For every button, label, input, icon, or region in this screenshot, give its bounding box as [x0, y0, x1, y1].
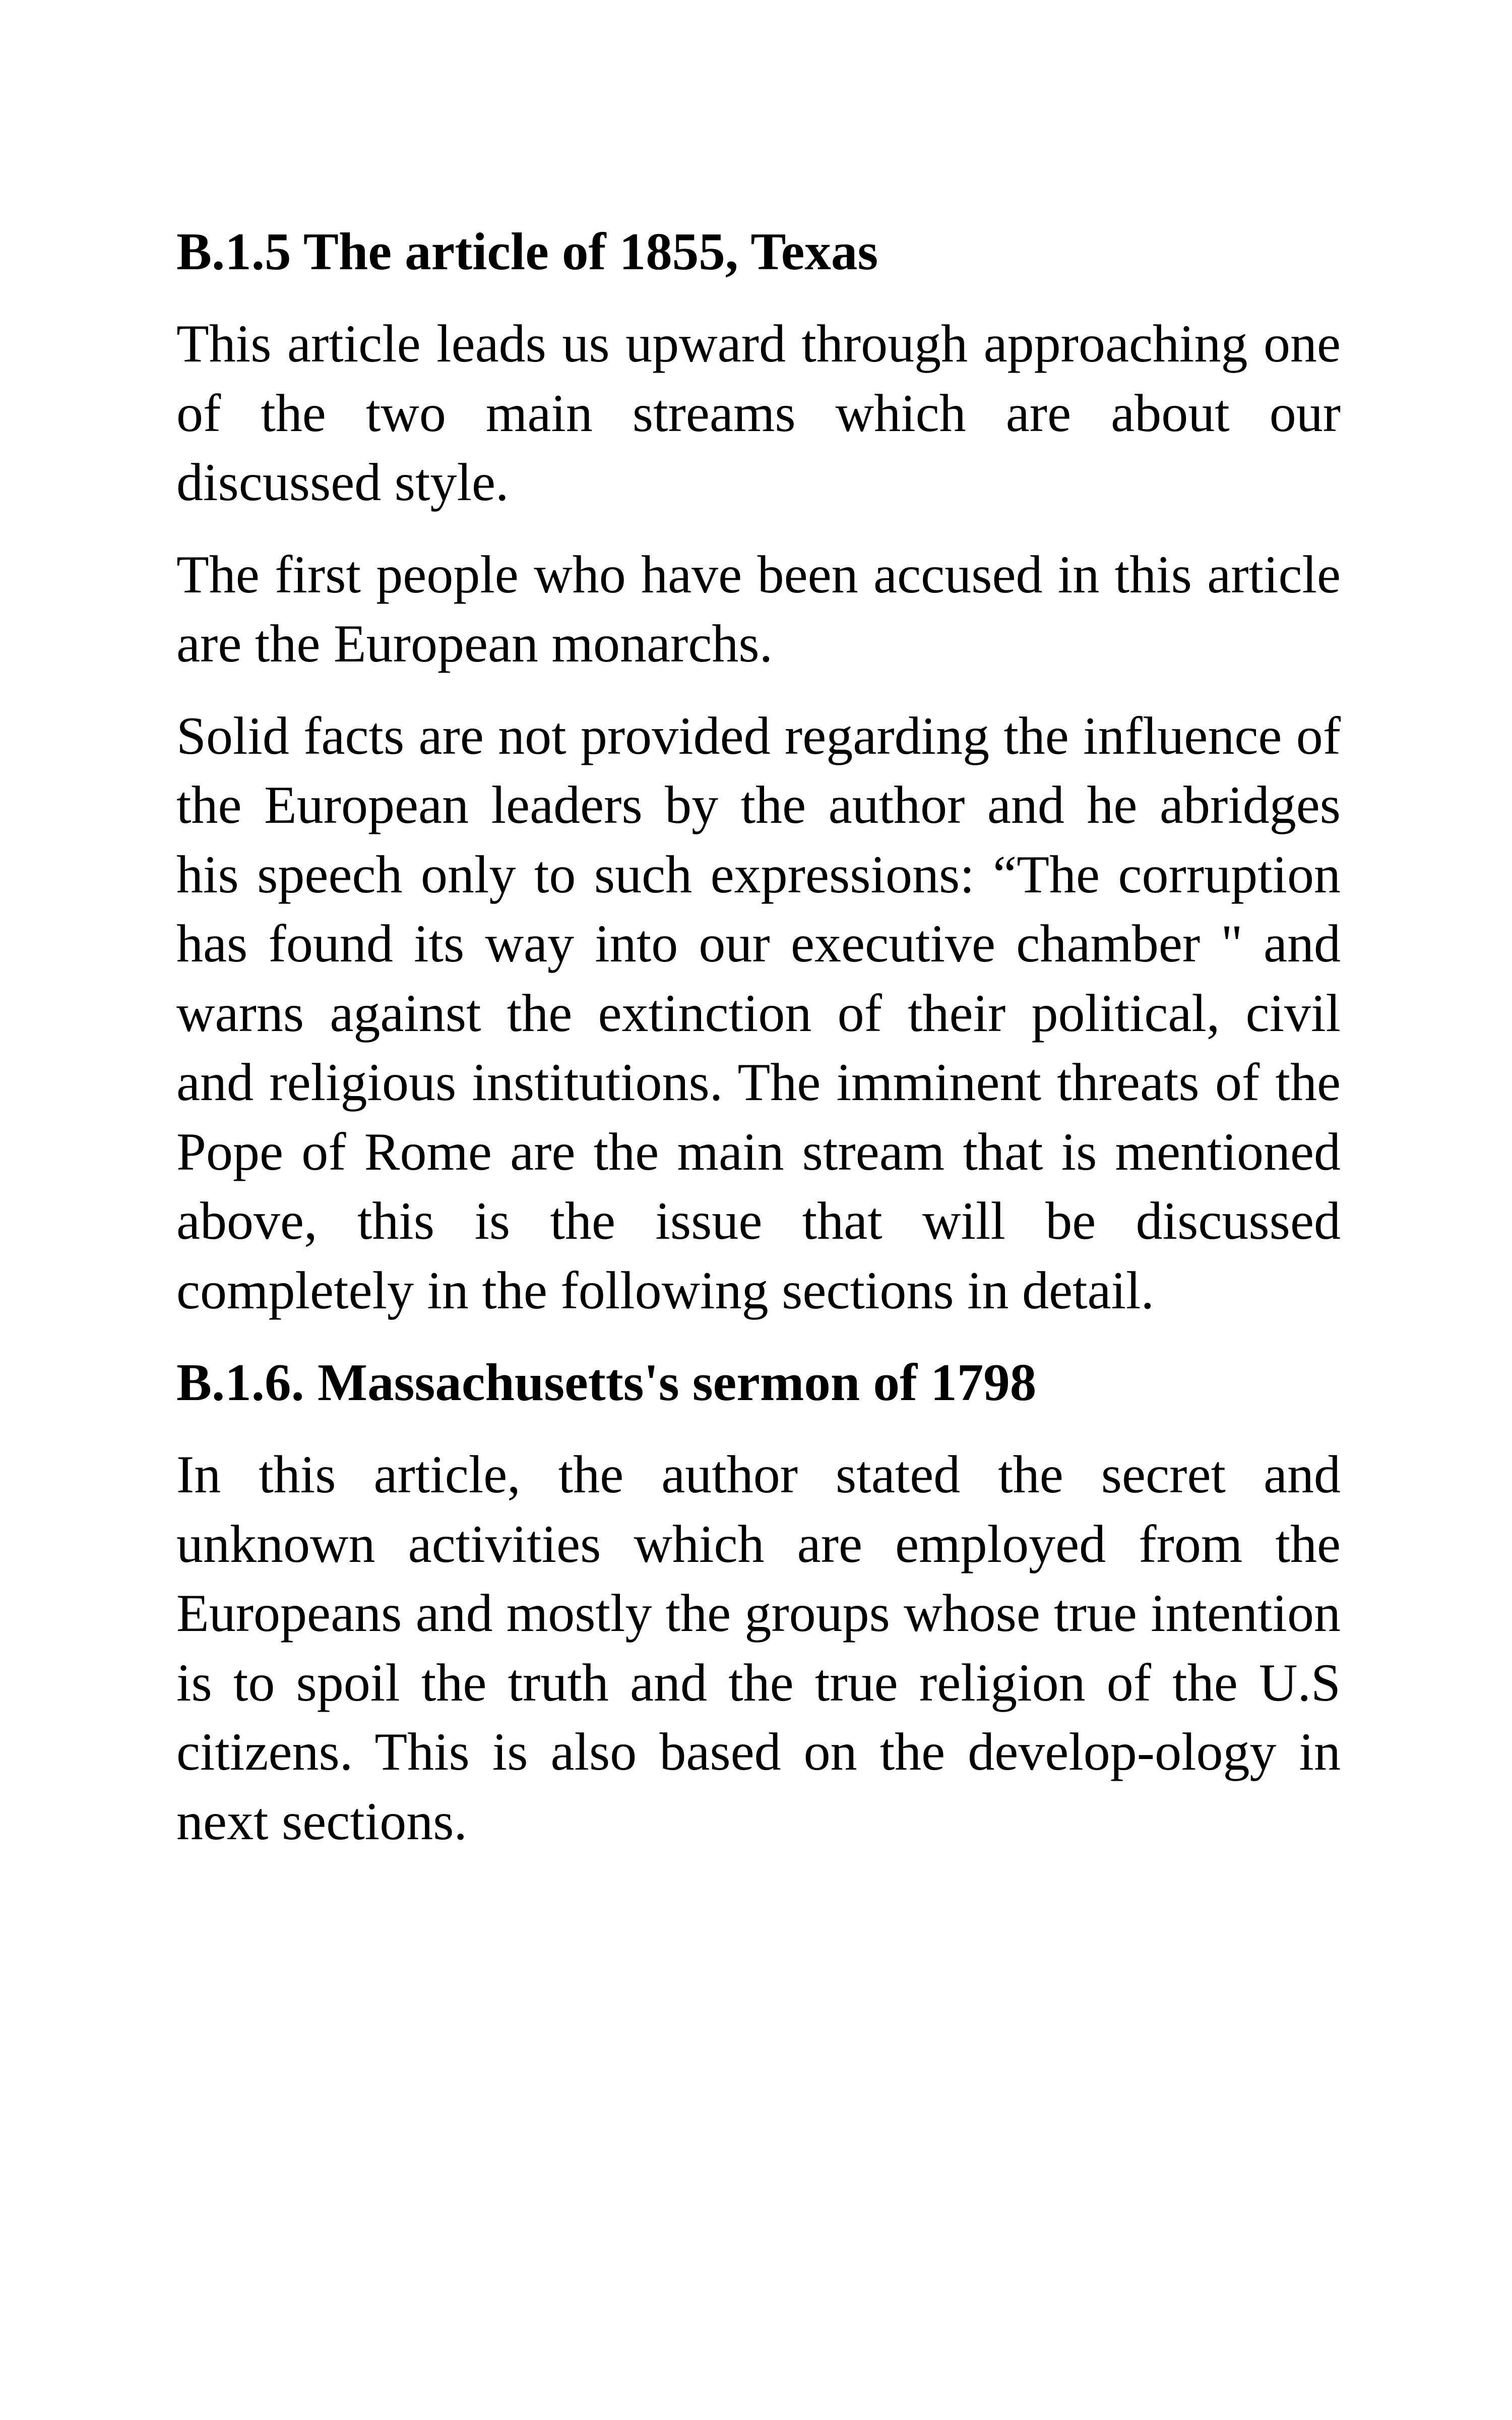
section-heading-b-1-6: B.1.6. Massachusetts's sermon of 1798	[176, 1353, 1037, 1412]
section-heading-b-1-5: B.1.5 The article of 1855, Texas	[176, 222, 878, 281]
document-page	[176, 217, 1341, 1879]
paragraph-accused-monarchs: The first people who have been accused in this article are the European monarchs.	[176, 544, 1341, 673]
paragraph-solid-facts: Solid facts are not provided regarding the influence of the European leaders by the author and he abridges his speech only to such expressions: “The corruption has found its way into our executive chamber " and warns against the extinction of their political, civil and religious institutions. The imminent threats of the Pope of Rome are the main stream that is mentioned above, this is the issue that will be discussed completely in the following sections in detail.	[176, 706, 1341, 1320]
paragraph-article-intro: This article leads us upward through approaching one of the two main streams which are about our discussed style.	[176, 314, 1341, 512]
paragraph-secret-activities: In this article, the author stated the secret and unknown activities which are employed from the Europeans and mostly the groups whose true intention is to spoil the truth and the true religion of the U.S citizens. This is also based on the develop-ology in next sections.	[176, 1445, 1341, 1851]
